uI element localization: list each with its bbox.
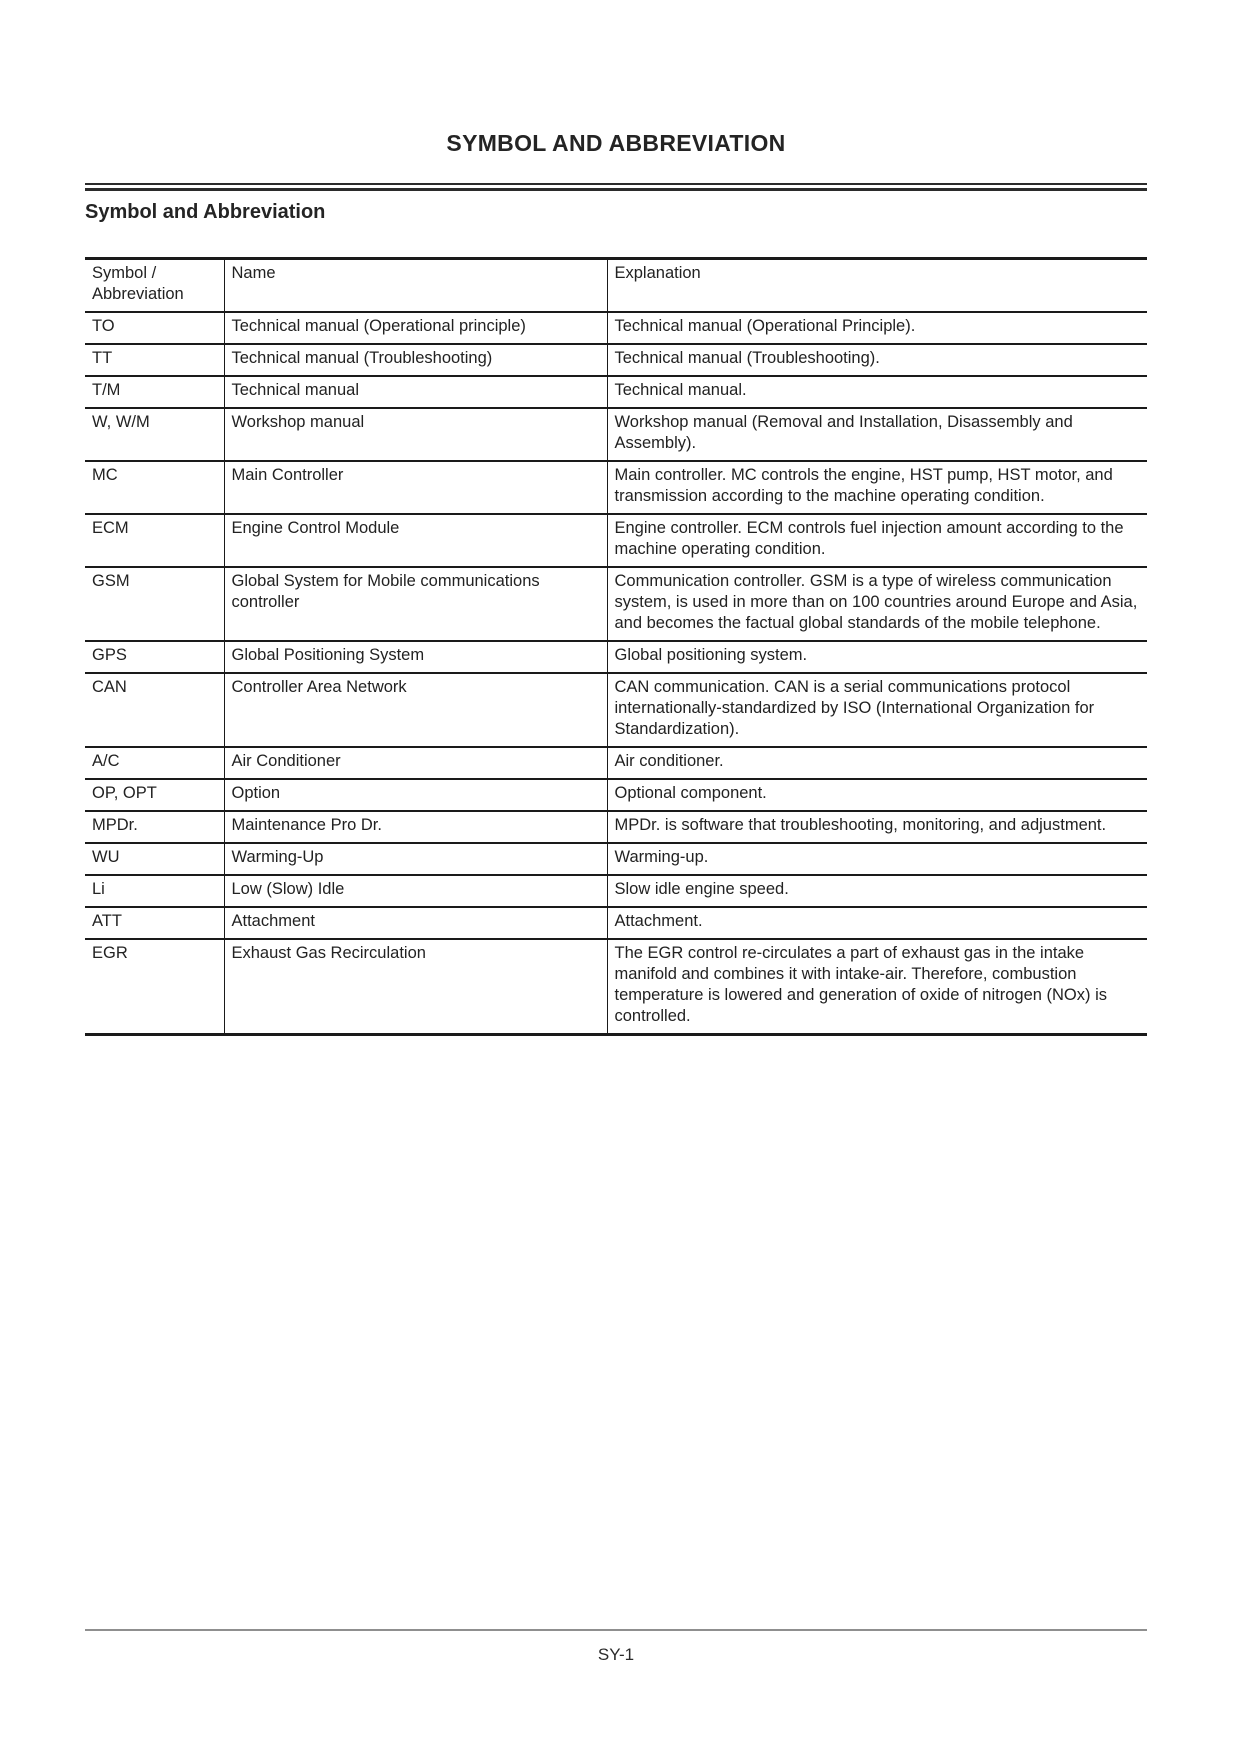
cell-symbol: MC — [85, 461, 224, 514]
cell-symbol: ECM — [85, 514, 224, 567]
cell-symbol: ATT — [85, 907, 224, 939]
cell-explanation: Technical manual. — [607, 376, 1147, 408]
cell-name: Air Conditioner — [224, 747, 607, 779]
cell-explanation: CAN communication. CAN is a serial communications protocol internationally-standardized by ISO (International Organization for Standardization). — [607, 673, 1147, 747]
section-heading: Symbol and Abbreviation — [85, 201, 326, 223]
cell-symbol: WU — [85, 843, 224, 875]
abbreviation-table — [85, 257, 1147, 1036]
cell-explanation: Global positioning system. — [607, 641, 1147, 673]
cell-name: Technical manual — [224, 376, 607, 408]
table-row — [85, 843, 1147, 875]
cell-symbol: Li — [85, 875, 224, 907]
cell-name: Technical manual (Troubleshooting) — [224, 344, 607, 376]
table-row — [85, 673, 1147, 747]
cell-explanation: Workshop manual (Removal and Installation, Disassembly and Assembly). — [607, 408, 1147, 461]
cell-explanation: Communication controller. GSM is a type of wireless communication system, is used in more than on 100 countries around Europe and Asia, and becomes the factual global standards of the mobile telephone. — [607, 567, 1147, 641]
cell-name: Warming-Up — [224, 843, 607, 875]
cell-name: Technical manual (Operational principle) — [224, 312, 607, 344]
cell-symbol: W, W/M — [85, 408, 224, 461]
cell-explanation: Attachment. — [607, 907, 1147, 939]
cell-symbol: MPDr. — [85, 811, 224, 843]
cell-explanation: Engine controller. ECM controls fuel injection amount according to the machine operating condition. — [607, 514, 1147, 567]
cell-explanation: MPDr. is software that troubleshooting, monitoring, and adjustment. — [607, 811, 1147, 843]
cell-explanation: Warming-up. — [607, 843, 1147, 875]
cell-name: Attachment — [224, 907, 607, 939]
table-row — [85, 939, 1147, 1035]
table-row — [85, 408, 1147, 461]
cell-name: Exhaust Gas Recirculation — [224, 939, 607, 1035]
table-row — [85, 641, 1147, 673]
cell-name: Controller Area Network — [224, 673, 607, 747]
column-header-name: Name — [224, 259, 607, 313]
table-row — [85, 747, 1147, 779]
cell-symbol: GPS — [85, 641, 224, 673]
cell-name: Workshop manual — [224, 408, 607, 461]
table-row — [85, 344, 1147, 376]
table-header — [85, 259, 1147, 313]
cell-symbol: EGR — [85, 939, 224, 1035]
cell-explanation: Technical manual (Troubleshooting). — [607, 344, 1147, 376]
table-row — [85, 875, 1147, 907]
cell-name: Main Controller — [224, 461, 607, 514]
table-row — [85, 567, 1147, 641]
cell-symbol: A/C — [85, 747, 224, 779]
title-double-rule — [85, 183, 1147, 191]
cell-name: Option — [224, 779, 607, 811]
cell-symbol: T/M — [85, 376, 224, 408]
cell-explanation: Optional component. — [607, 779, 1147, 811]
cell-symbol: GSM — [85, 567, 224, 641]
table-row — [85, 514, 1147, 567]
cell-symbol: OP, OPT — [85, 779, 224, 811]
footer-rule — [85, 1629, 1147, 1631]
column-header-explanation: Explanation — [607, 259, 1147, 313]
table-row — [85, 779, 1147, 811]
cell-explanation: Technical manual (Operational Principle). — [607, 312, 1147, 344]
page-number: SY-1 — [597, 1645, 635, 1664]
cell-symbol: CAN — [85, 673, 224, 747]
table-header-row — [85, 259, 1147, 313]
table-row — [85, 376, 1147, 408]
page-title: SYMBOL AND ABBREVIATION — [446, 130, 786, 156]
cell-name: Engine Control Module — [224, 514, 607, 567]
cell-explanation: The EGR control re-circulates a part of exhaust gas in the intake manifold and combines it with intake-air. Therefore, combustion temperature is lowered and generation of oxide of nitrogen (NOx) is controlled. — [607, 939, 1147, 1035]
cell-name: Global Positioning System — [224, 641, 607, 673]
table-row — [85, 461, 1147, 514]
table-body — [85, 312, 1147, 1035]
cell-name: Global System for Mobile communications controller — [224, 567, 607, 641]
cell-symbol: TO — [85, 312, 224, 344]
cell-name: Low (Slow) Idle — [224, 875, 607, 907]
table-row — [85, 312, 1147, 344]
cell-explanation: Air conditioner. — [607, 747, 1147, 779]
table-row — [85, 907, 1147, 939]
cell-explanation: Slow idle engine speed. — [607, 875, 1147, 907]
table-row — [85, 811, 1147, 843]
cell-name: Maintenance Pro Dr. — [224, 811, 607, 843]
cell-symbol: TT — [85, 344, 224, 376]
column-header-symbol-abbreviation: Symbol / Abbreviation — [85, 259, 224, 313]
cell-explanation: Main controller. MC controls the engine, HST pump, HST motor, and transmission according to the machine operating condition. — [607, 461, 1147, 514]
